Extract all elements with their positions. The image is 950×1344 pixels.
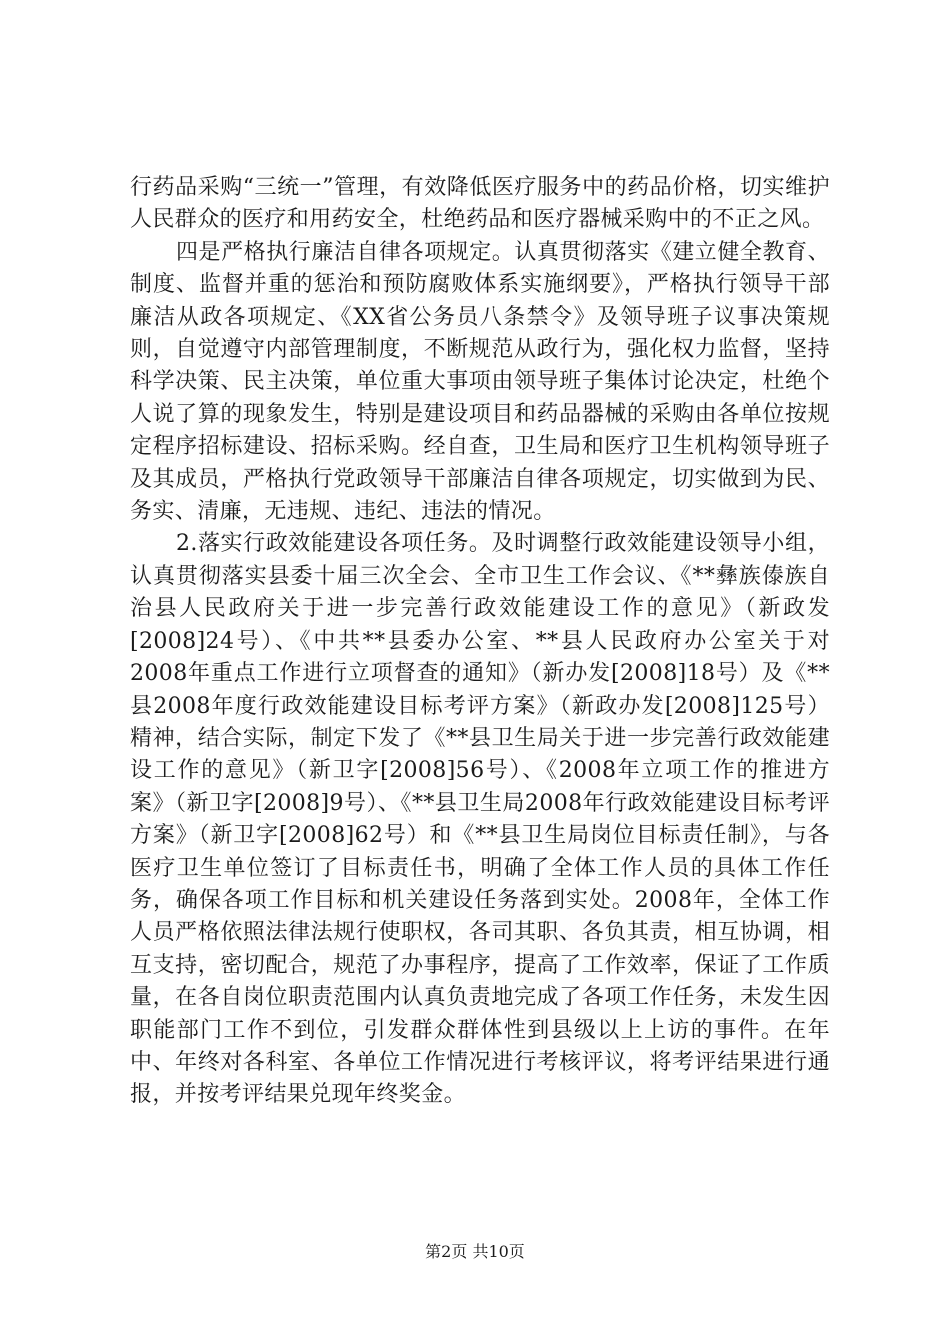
page-footer: 第2页 共10页	[425, 1242, 525, 1261]
paragraph-continuation: 行药品采购“三统一”管理，有效降低医疗服务中的药品价格，切实维护人民群众的医疗和用药安全，杜绝药品和医疗器械采购中的不正之风。	[130, 175, 830, 233]
paragraph-integrity-rules: 四是严格执行廉洁自律各项规定。认真贯彻落实《建立健全教育、制度、监督并重的惩治和预防腐败体系实施纲要》，严格执行领导干部廉洁从政各项规定、《XX省公务员八条禁令》及领导班子议事决策规则，自觉遵守内部管理制度，不断规范从政行为，强化权力监督，坚持科学决策、民主决策，单位重大事项由领导班子集体讨论决定，杜绝个人说了算的现象发生，特别是建设项目和药品器械的采购由各单位按规定程序招标建设、招标采购。经自查，卫生局和医疗卫生机构领导班子及其成员，严格执行党政领导干部廉洁自律各项规定，切实做到为民、务实、清廉，无违规、违纪、违法的情况。	[130, 239, 830, 525]
paragraph-efficiency-tasks: 2.落实行政效能建设各项任务。及时调整行政效能建设领导小组，认真贯彻落实县委十届三次全会、全市卫生工作会议、《**彝族傣族自治县人民政府关于进一步完善行政效能建设工作的意见》（新政发[2008]24号）、《中共**县委办公室、**县人民政府办公室关于对2008年重点工作进行立项督查的通知》（新办发[2008]18号）及《**县2008年度行政效能建设目标考评方案》（新政办发[2008]125号）精神，结合实际，制定下发了《**县卫生局关于进一步完善行政效能建设工作的意见》（新卫字[2008]56号）、《2008年立项工作的推进方案》（新卫字[2008]9号）、《**县卫生局2008年行政效能建设目标考评方案》（新卫字[2008]62号）和《**县卫生局岗位目标责任制》，与各医疗卫生单位签订了目标责任书，明确了全体工作人员的具体工作任务，确保各项工作目标和机关建设任务落到实处。2008年，全体工作人员严格依照法律法规行使职权，各司其职、各负其责，相互协调，相互支持，密切配合，规范了办事程序，提高了工作效率，保证了工作质量，在各自岗位职责范围内认真负责地完成了各项工作任务，未发生因职能部门工作不到位，引发群众群体性到县级以上上访的事件。在年中、年终对各科室、各单位工作情况进行考核评议，将考评结果进行通报，并按考评结果兑现年终奖金。	[130, 531, 830, 1108]
document-body	[130, 172, 830, 1112]
